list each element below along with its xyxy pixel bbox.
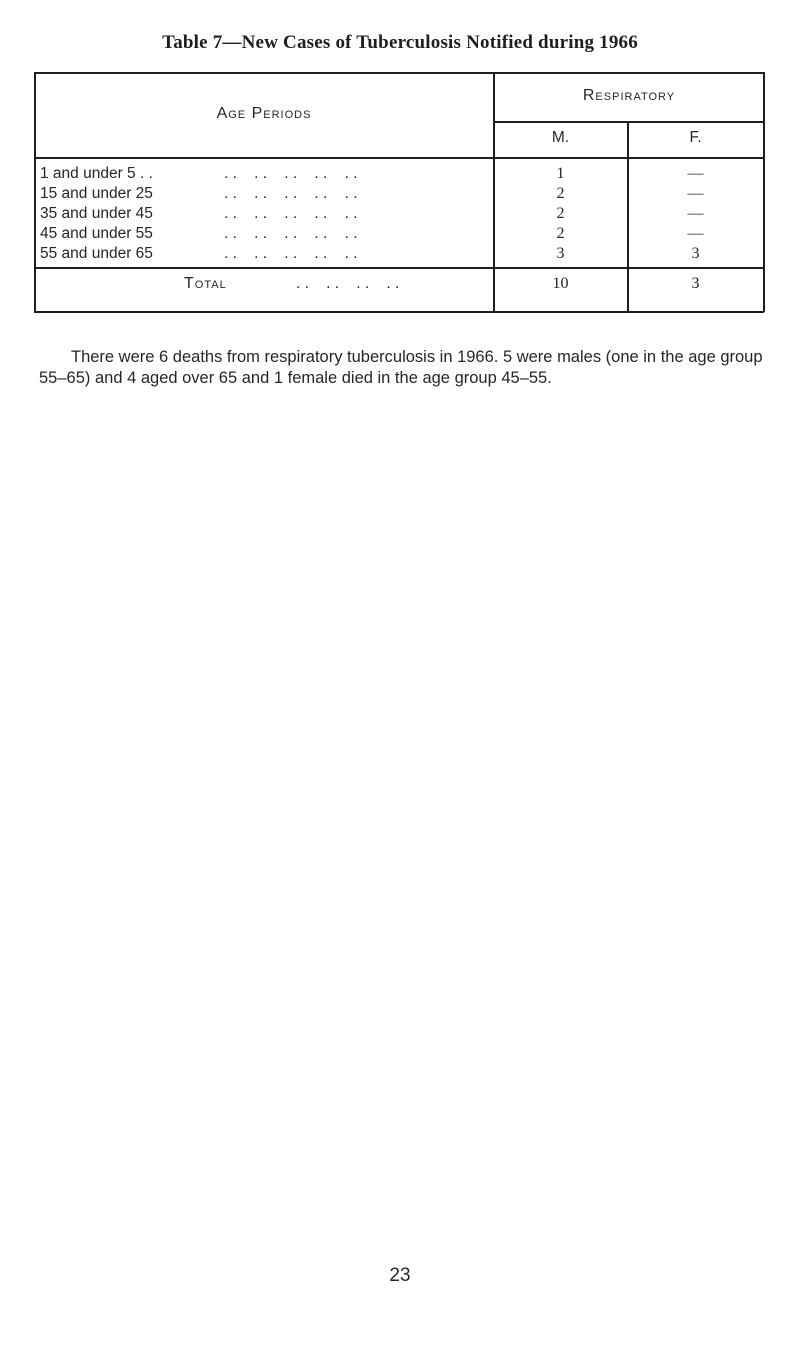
- total-top-rule: [34, 267, 764, 269]
- female-count: —: [687, 225, 704, 242]
- table-row: [34, 205, 764, 225]
- age-period-label: 45 and under 55: [40, 225, 153, 242]
- total-leader-dots: . . . . . . . .: [296, 275, 400, 292]
- age-period-label: 55 and under 65: [40, 245, 153, 262]
- leader-dots: . . . . . . . . . .: [224, 205, 358, 222]
- leader-dots: . . . . . . . . . .: [224, 225, 358, 242]
- table-row: [34, 165, 764, 185]
- female-count: —: [687, 205, 704, 222]
- table-top-rule: [34, 72, 764, 74]
- age-periods-header: Age Periods: [216, 105, 312, 122]
- male-count: 3: [556, 245, 565, 262]
- deaths-note: There were 6 deaths from respiratory tuberculosis in 1966. 5 were males (one in the age group 55–65) and 4 aged over 65 and 1 female died in the age group 45–55.: [39, 347, 763, 387]
- age-period-label: 15 and under 25: [40, 185, 153, 202]
- leader-dots: . . . . . . . . . .: [224, 245, 358, 262]
- subheader-rule: [494, 121, 764, 123]
- male-count: 2: [556, 225, 565, 242]
- age-period-label: 35 and under 45: [40, 205, 153, 222]
- female-count: —: [687, 165, 704, 182]
- male-count: 2: [556, 185, 565, 202]
- table-row: [34, 185, 764, 205]
- total-label: Total: [184, 275, 227, 292]
- tuberculosis-table: [34, 72, 764, 312]
- male-count: 1: [556, 165, 565, 182]
- respiratory-header: Respiratory: [582, 87, 676, 104]
- table-row: [34, 245, 764, 265]
- table-bottom-rule: [34, 311, 764, 313]
- leader-dots: . . . . . . . . . .: [224, 165, 358, 182]
- male-column-header: M.: [551, 129, 570, 146]
- age-period-label: 1 and under 5 . .: [40, 165, 153, 182]
- table-title: Table 7—New Cases of Tuberculosis Notified during 1966: [162, 32, 638, 53]
- male-count: 2: [556, 205, 565, 222]
- page-number: 23: [389, 1265, 411, 1286]
- total-male-count: 10: [552, 275, 569, 292]
- table-row: [34, 225, 764, 245]
- female-count: 3: [691, 245, 700, 262]
- leader-dots: . . . . . . . . . .: [224, 185, 358, 202]
- header-bottom-rule: [34, 157, 764, 159]
- total-female-count: 3: [691, 275, 700, 292]
- female-column-header: F.: [689, 129, 702, 146]
- female-count: —: [687, 185, 704, 202]
